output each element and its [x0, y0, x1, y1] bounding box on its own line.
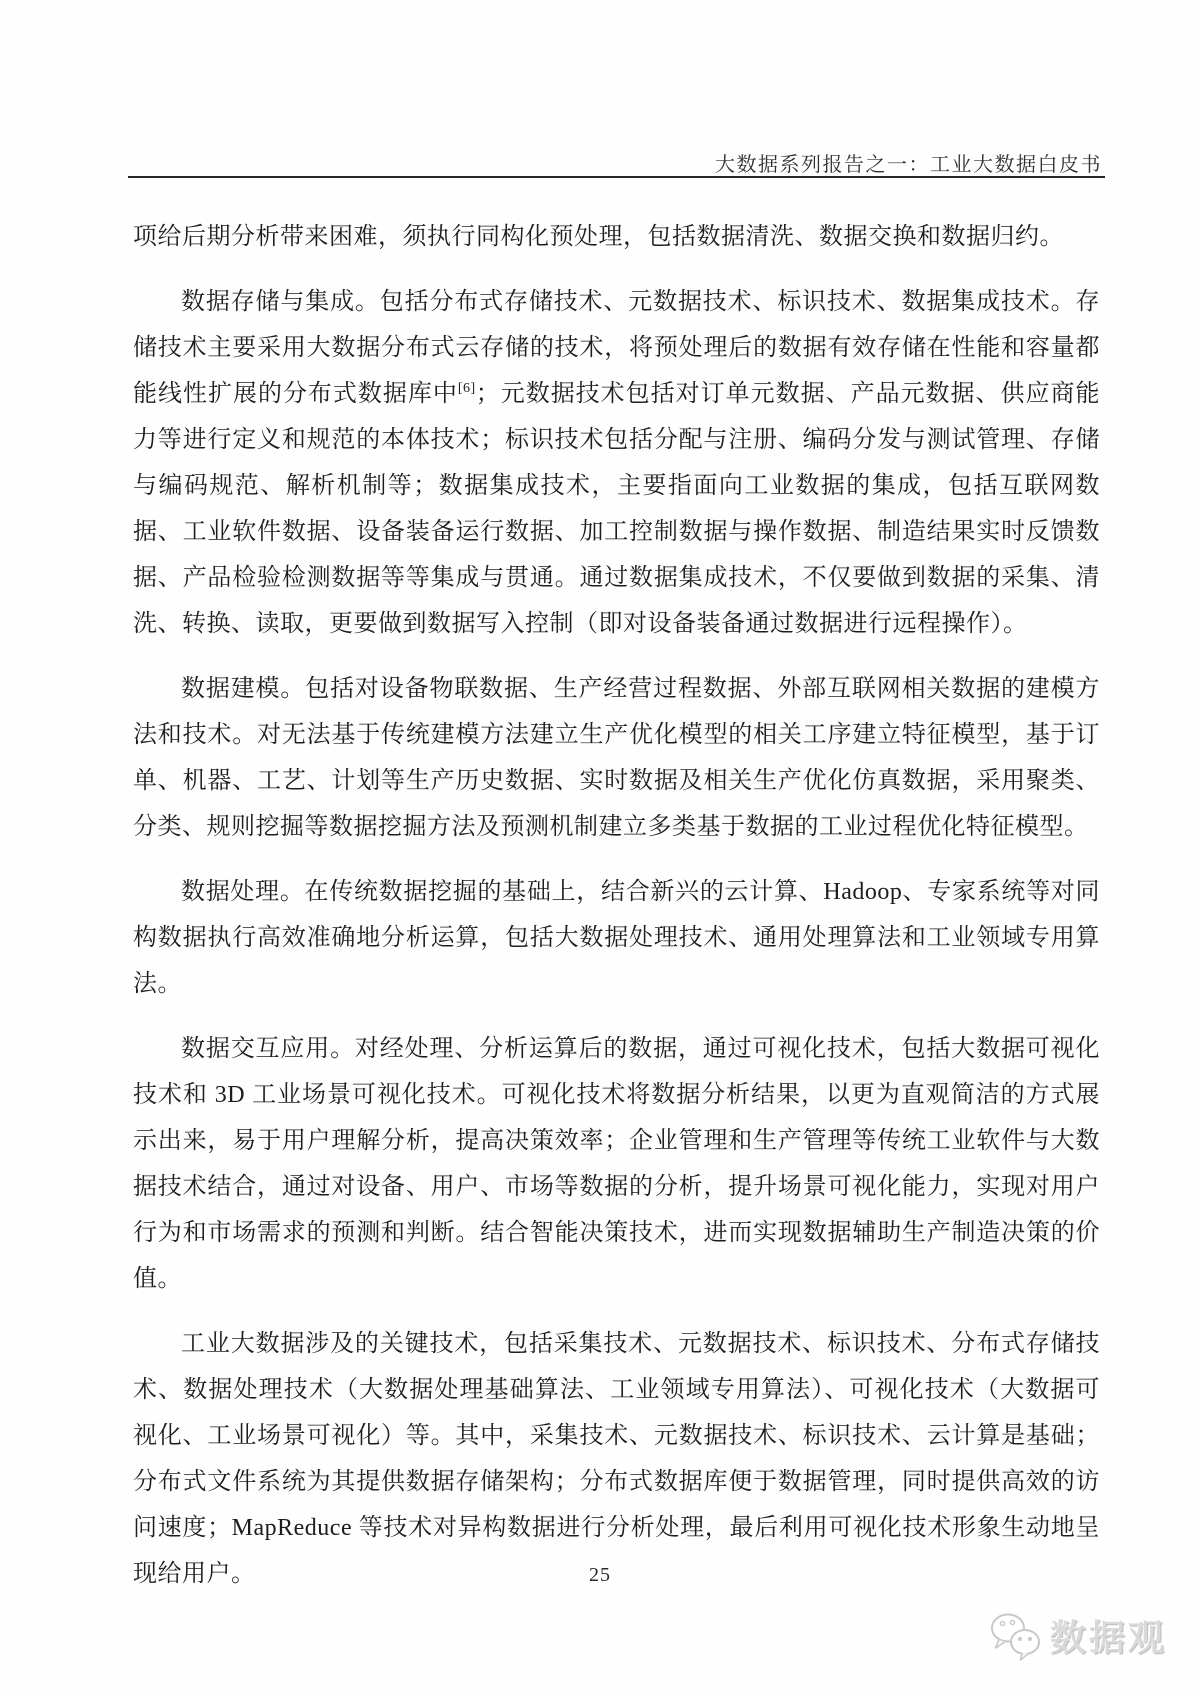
- paragraph-key-technologies: 工业大数据涉及的关键技术，包括采集技术、元数据技术、标识技术、分布式存储技术、数据处理技术（大数据处理基础算法、工业领域专用算法）、可视化技术（大数据可视化、工业场景可视化）等。其中，采集技术、元数据技术、标识技术、云计算是基础；分布式文件系统为其提供数据存储架构；分布式数据库便于数据管理，同时提供高效的访问速度；MapReduce 等技术对异构数据进行分析处理，最后利用可视化技术形象生动地呈现给用户。: [133, 1331, 1100, 1587]
- footnote-ref-6: [6]: [457, 381, 476, 396]
- paragraph-data-interaction-application: 数据交互应用。对经处理、分析运算后的数据，通过可视化技术，包括大数据可视化技术和 3D 工业场景可视化技术。可视化技术将数据分析结果，以更为直观简洁的方式展示出来，易于用户理解分析，提高决策效率；企业管理和生产管理等传统工业软件与大数据技术结合，通过对设备、用户、市场等数据的分析，提升场景可视化能力，实现对用户行为和市场需求的预测和判断。结合智能决策技术，进而实现数据辅助生产制造决策的价值。: [133, 1036, 1100, 1292]
- paragraph-data-storage-integration: [133, 279, 1100, 647]
- paragraph-text: ；元数据技术包括对订单元数据、产品元数据、供应商能力等进行定义和规范的本体技术；标识技术包括分配与注册、编码分发与测试管理、存储与编码规范、解析机制等；数据集成技术，主要指面向工业数据的集成，包括互联网数据、工业软件数据、设备装备运行数据、加工控制数据与操作数据、制造结果实时反馈数据、产品检验检测数据等等集成与贯通。通过数据集成技术，不仅要做到数据的采集、清洗、转换、读取，更要做到数据写入控制（即对设备装备通过数据进行远程操作）。: [133, 381, 1101, 637]
- brand-watermark: [988, 1610, 1167, 1661]
- paragraph-continuation: 项给后期分析带来困难，须执行同构化预处理，包括数据清洗、数据交换和数据归约。: [133, 224, 1064, 250]
- wechat-icon: [988, 1611, 1042, 1661]
- header-title: 大数据系列报告之一：工业大数据白皮书: [715, 154, 1102, 176]
- document-body: [133, 214, 1100, 1597]
- paragraph-text: 数据存储与集成。包括分布式存储技术、元数据技术、标识技术、数据集成技术。存储技术主要采用大数据分布式云存储的技术，将预处理后的数据有效存储在性能和容量都能线性扩展的分布式数据库中: [133, 289, 1100, 407]
- page-number: 25: [589, 1564, 611, 1586]
- watermark-text: 数据观: [1049, 1617, 1167, 1658]
- paragraph-data-processing: 数据处理。在传统数据挖掘的基础上，结合新兴的云计算、Hadoop、专家系统等对同构数据执行高效准确地分析运算，包括大数据处理技术、通用处理算法和工业领域专用算法。: [133, 879, 1100, 997]
- paragraph-data-modeling: 数据建模。包括对设备物联数据、生产经营过程数据、外部互联网相关数据的建模方法和技术。对无法基于传统建模方法建立生产优化模型的相关工序建立特征模型，基于订单、机器、工艺、计划等生产历史数据、实时数据及相关生产优化仿真数据，采用聚类、分类、规则挖掘等数据挖掘方法及预测机制建立多类基于数据的工业过程优化特征模型。: [133, 676, 1100, 840]
- page-footer: [0, 1564, 1200, 1587]
- header-rule: [128, 176, 1105, 178]
